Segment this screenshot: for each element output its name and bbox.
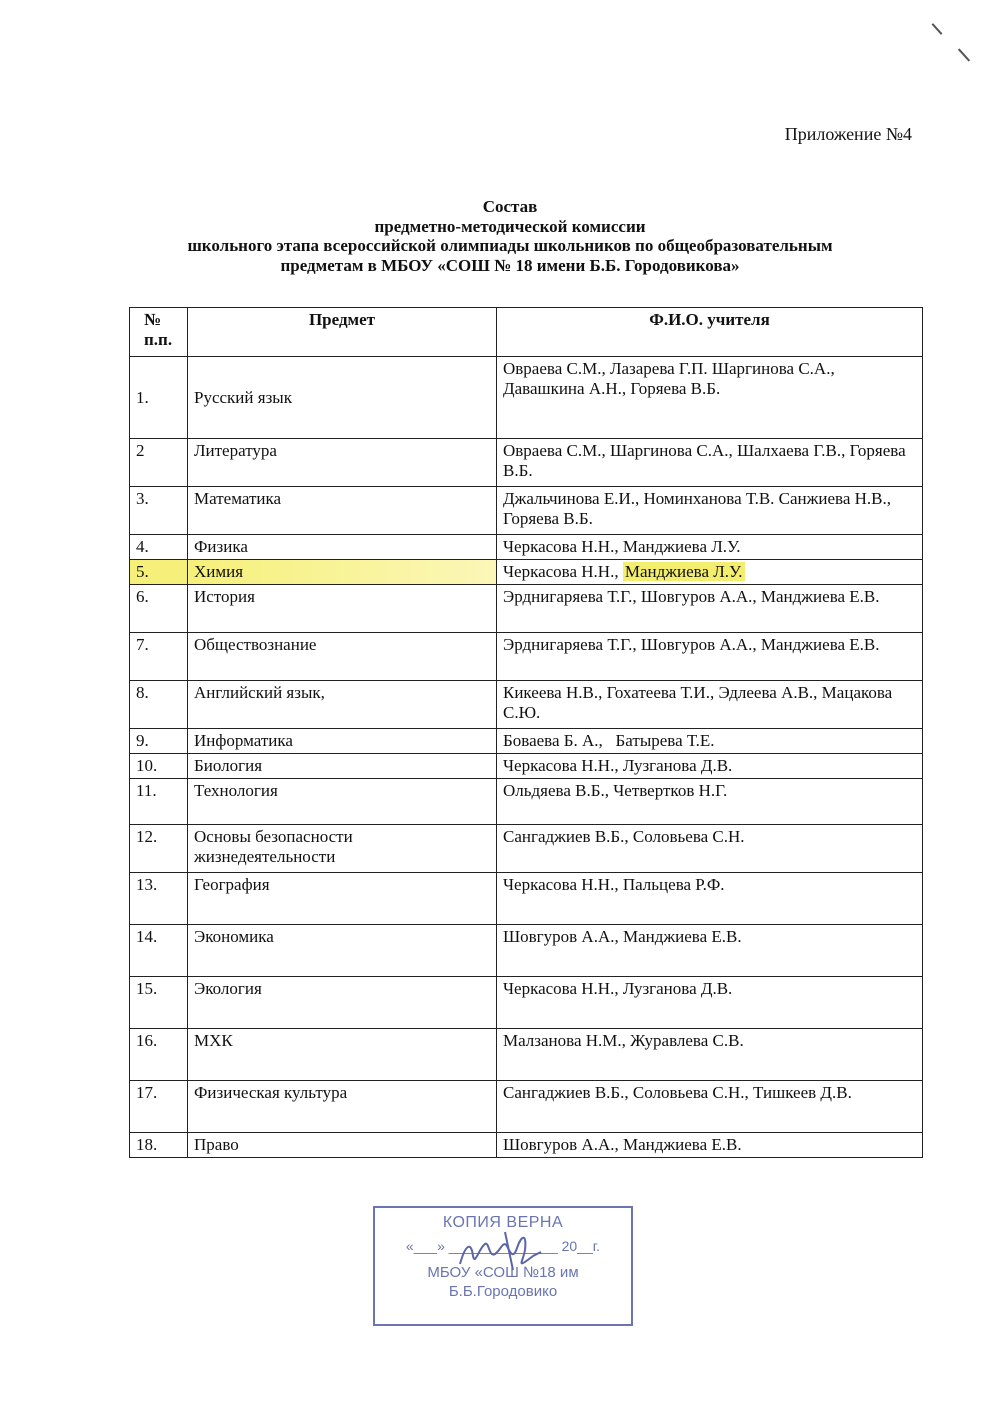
row-teachers: Сангаджиев В.Б., Соловьева С.Н., Тишкеев Д.В. <box>497 1081 923 1133</box>
row-number: 5. <box>130 560 188 585</box>
row-number: 13. <box>130 873 188 925</box>
table-row <box>130 825 923 873</box>
row-number: 2 <box>130 439 188 487</box>
signature-icon <box>455 1226 545 1276</box>
table-row <box>130 357 923 439</box>
table-row <box>130 729 923 754</box>
heading-line: Состав <box>482 197 538 216</box>
row-number: 10. <box>130 754 188 779</box>
table-row <box>130 535 923 560</box>
row-subject: Технология <box>188 779 497 825</box>
row-teachers: Черкасова Н.Н., Манджиева Л.У. <box>497 535 923 560</box>
row-teachers <box>497 560 923 585</box>
table-row <box>130 633 923 681</box>
table-row <box>130 779 923 825</box>
row-subject: История <box>188 585 497 633</box>
row-teachers: Ольдяева В.Б., Четвертков Н.Г. <box>497 779 923 825</box>
row-subject: Физическая культура <box>188 1081 497 1133</box>
heading-line: школьного этапа всероссийской олимпиады школьников по общеобразовательным <box>187 236 833 255</box>
row-teachers: Черкасова Н.Н., Пальцева Р.Ф. <box>497 873 923 925</box>
row-teachers: Кикеева Н.В., Гохатеева Т.И., Эдлеева А.В., Мацакова С.Ю. <box>497 681 923 729</box>
row-subject: Химия <box>188 560 497 585</box>
row-subject: Экология <box>188 977 497 1029</box>
row-teachers: Эрднигаряева Т.Г., Шовгуров А.А., Манджиева Е.В. <box>497 633 923 681</box>
row-number: 4. <box>130 535 188 560</box>
row-subject: География <box>188 873 497 925</box>
row-subject: МХК <box>188 1029 497 1081</box>
row-teachers: Эрднигаряева Т.Г., Шовгуров А.А., Манджиева Е.В. <box>497 585 923 633</box>
table-row <box>130 585 923 633</box>
teacher-name-highlighted: Манджиева Л.У. <box>624 562 743 581</box>
table-row <box>130 873 923 925</box>
header-subject: Предмет <box>188 308 497 357</box>
row-subject: Математика <box>188 487 497 535</box>
stamp-org-line: МБОУ «СОШ №18 им <box>427 1264 579 1281</box>
row-number: 6. <box>130 585 188 633</box>
stamp-title: КОПИЯ ВЕРНА <box>442 1214 564 1231</box>
header-number: № п.п. <box>130 308 188 357</box>
row-teachers: Боваева Б. А., Батырева Т.Е. <box>497 729 923 754</box>
row-teachers: Шовгуров А.А., Манджиева Е.В. <box>497 1133 923 1158</box>
row-number: 1. <box>130 357 188 439</box>
row-number: 9. <box>130 729 188 754</box>
row-teachers: Джальчинова Е.И., Номинханова Т.В. Санжиева Н.В., Горяева В.Б. <box>497 487 923 535</box>
row-teachers: Черкасова Н.Н., Лузганова Д.В. <box>497 754 923 779</box>
row-number: 17. <box>130 1081 188 1133</box>
row-teachers: Малзанова Н.М., Журавлева С.В. <box>497 1029 923 1081</box>
table-row <box>130 1029 923 1081</box>
table-row <box>130 681 923 729</box>
row-subject: Биология <box>188 754 497 779</box>
table-row <box>130 1081 923 1133</box>
row-subject: Экономика <box>188 925 497 977</box>
table-row-highlighted <box>130 560 923 585</box>
row-subject: Обществознание <box>188 633 497 681</box>
row-teachers: Черкасова Н.Н., Лузганова Д.В. <box>497 977 923 1029</box>
row-teachers: Сангаджиев В.Б., Соловьева С.Н. <box>497 825 923 873</box>
row-teachers: Овраева С.М., Лазарева Г.П. Шаргинова С.А., Давашкина А.Н., Горяева В.Б. <box>497 357 923 439</box>
row-subject: Основы безопасности жизнедеятельности <box>188 825 497 873</box>
row-subject: Литература <box>188 439 497 487</box>
row-number: 15. <box>130 977 188 1029</box>
header-teachers: Ф.И.О. учителя <box>497 308 923 357</box>
stamp-date-line: «___» ______________ 20__г. <box>405 1238 601 1254</box>
commission-table <box>129 307 923 1158</box>
row-subject: Русский язык <box>188 357 497 439</box>
stamp-org-name: Б.Б.Городовико <box>448 1283 558 1300</box>
table-row <box>130 754 923 779</box>
teacher-name: Черкасова Н.Н., <box>503 562 623 581</box>
row-number: 18. <box>130 1133 188 1158</box>
scan-mark <box>958 48 970 61</box>
row-number: 7. <box>130 633 188 681</box>
scan-mark <box>932 23 943 35</box>
row-number: 11. <box>130 779 188 825</box>
row-subject: Английский язык, <box>188 681 497 729</box>
heading-line: предметам в МБОУ «СОШ № 18 имени Б.Б. Городовикова» <box>280 255 740 275</box>
table-row <box>130 1133 923 1158</box>
row-number: 8. <box>130 681 188 729</box>
table-row <box>130 487 923 535</box>
row-number: 16. <box>130 1029 188 1081</box>
certified-copy-stamp <box>373 1206 633 1326</box>
appendix-label: Приложение №4 <box>784 124 912 144</box>
row-teachers: Овраева С.М., Шаргинова С.А., Шалхаева Г.В., Горяева В.Б. <box>497 439 923 487</box>
row-subject: Физика <box>188 535 497 560</box>
row-number: 3. <box>130 487 188 535</box>
row-subject: Право <box>188 1133 497 1158</box>
row-number: 14. <box>130 925 188 977</box>
row-number: 12. <box>130 825 188 873</box>
table-row <box>130 925 923 977</box>
document-heading <box>100 197 920 275</box>
row-teachers: Шовгуров А.А., Манджиева Е.В. <box>497 925 923 977</box>
heading-line: предметно-методической комиссии <box>374 216 646 236</box>
table-row <box>130 977 923 1029</box>
table-row <box>130 439 923 487</box>
table-header-row <box>130 308 923 357</box>
row-subject: Информатика <box>188 729 497 754</box>
